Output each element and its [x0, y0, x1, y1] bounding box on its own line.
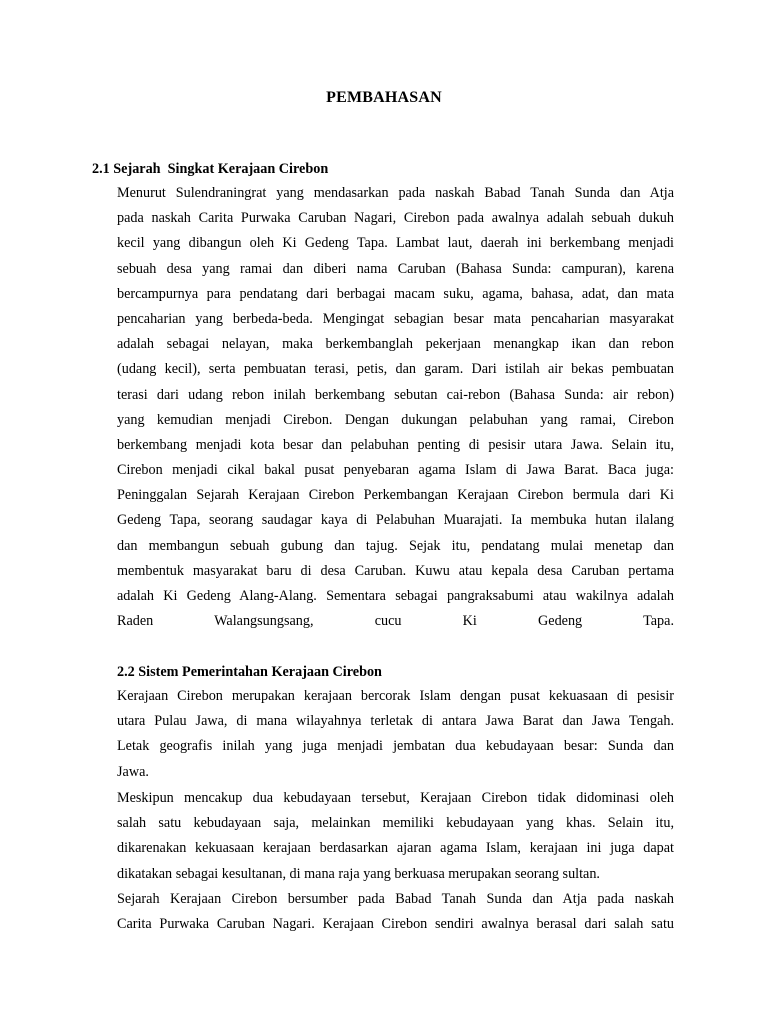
text-line: Raden Walangsungsang, cucu Ki Gedeng Tapa.: [117, 613, 674, 630]
text-line: Peninggalan Sejarah Kerajaan Cirebon Perkembangan Kerajaan Cirebon bermula dari Ki: [117, 487, 674, 504]
text-line: utara Pulau Jawa, di mana wilayahnya terletak di antara Jawa Barat dan Jawa Tengah.: [117, 713, 674, 730]
page-title: PEMBAHASAN: [326, 89, 442, 106]
text-line: Jawa.: [117, 763, 149, 780]
section-heading-sistem-pemerintahan: 2.2 Sistem Pemerintahan Kerajaan Cirebon: [117, 664, 382, 680]
section-heading-sejarah: 2.1 Sejarah Singkat Kerajaan Cirebon: [92, 161, 329, 177]
text-line: Carita Purwaka Caruban Nagari. Kerajaan Cirebon sendiri awalnya berasal dari salah satu: [117, 916, 674, 933]
text-line: Meskipun mencakup dua kebudayaan tersebut, Kerajaan Cirebon tidak didominasi oleh: [117, 790, 674, 806]
text-line: Menurut Sulendraningrat yang mendasarkan pada naskah Babad Tanah Sunda dan Atja: [117, 185, 674, 201]
text-line: adalah sebagai nelayan, maka berkembanglah pekerjaan menangkap ikan dan rebon: [117, 336, 674, 353]
text-line: terasi dari udang rebon inilah berkembang sebutan cai-rebon (Bahasa Sunda: air rebon): [117, 386, 674, 403]
text-line: (udang kecil), serta pembuatan terasi, petis, dan garam. Dari istilah air bekas pembuatan: [117, 361, 674, 378]
text-line: Sejarah Kerajaan Cirebon bersumber pada Babad Tanah Sunda dan Atja pada naskah: [117, 891, 674, 907]
text-line: Letak geografis inilah yang juga menjadi jembatan dua kebudayaan besar: Sunda dan: [117, 738, 674, 755]
paragraph-sejarah: [117, 181, 674, 634]
text-line: pada naskah Carita Purwaka Caruban Nagari, Cirebon pada awalnya adalah sebuah dukuh: [117, 210, 674, 227]
text-line: Kerajaan Cirebon merupakan kerajaan bercorak Islam dengan pusat kekuasaan di pesisir: [117, 688, 674, 704]
text-line: adalah Ki Gedeng Alang-Alang. Sementara sebagai pangraksabumi atau wakilnya adalah: [117, 588, 674, 604]
text-line: yang kemudian menjadi Cirebon. Dengan dukungan pelabuhan yang ramai, Cirebon: [117, 411, 674, 428]
text-line: dikarenakan kekuasaan kerajaan berdasarkan ajaran agama Islam, kerajaan ini juga dapat: [117, 840, 674, 857]
text-line: bercampurnya para pendatang dari berbagai macam suku, agama, bahasa, adat, dan mata: [117, 285, 674, 302]
text-line: sebuah desa yang ramai dan diberi nama Caruban (Bahasa Sunda: campuran), karena: [117, 260, 674, 277]
paragraph-sistem-1: [117, 684, 674, 785]
text-line: salah satu kebudayaan saja, melainkan memiliki kebudayaan yang khas. Selain itu,: [117, 815, 674, 832]
text-line: membentuk masyarakat baru di desa Caruban. Kuwu atau kepala desa Caruban pertama: [117, 562, 674, 579]
text-line: kecil yang dibangun oleh Ki Gedeng Tapa. Lambat laut, daerah ini berkembang menjadi: [117, 235, 674, 252]
text-line: Cirebon menjadi cikal bakal pusat penyebaran agama Islam di Jawa Barat. Baca juga:: [117, 462, 674, 479]
text-line: pencaharian yang berbeda-beda. Mengingat sebagian besar mata pencaharian masyarakat: [117, 310, 674, 327]
text-line: dan membangun sebuah gubung dan tajug. Sejak itu, pendatang mulai menetap dan: [117, 537, 674, 554]
text-line: Gedeng Tapa, seorang saudagar kaya di Pelabuhan Muarajati. Ia membuka hutan ilalang: [117, 512, 674, 529]
paragraph-sistem-2: [117, 786, 674, 887]
text-line: berkembang menjadi kota besar dan pelabuhan penting di pesisir utara Jawa. Selain itu,: [117, 436, 674, 453]
paragraph-sistem-3: [117, 887, 674, 937]
text-line: dikatakan sebagai kesultanan, di mana raja yang berkuasa merupakan seorang sultan.: [117, 865, 600, 882]
